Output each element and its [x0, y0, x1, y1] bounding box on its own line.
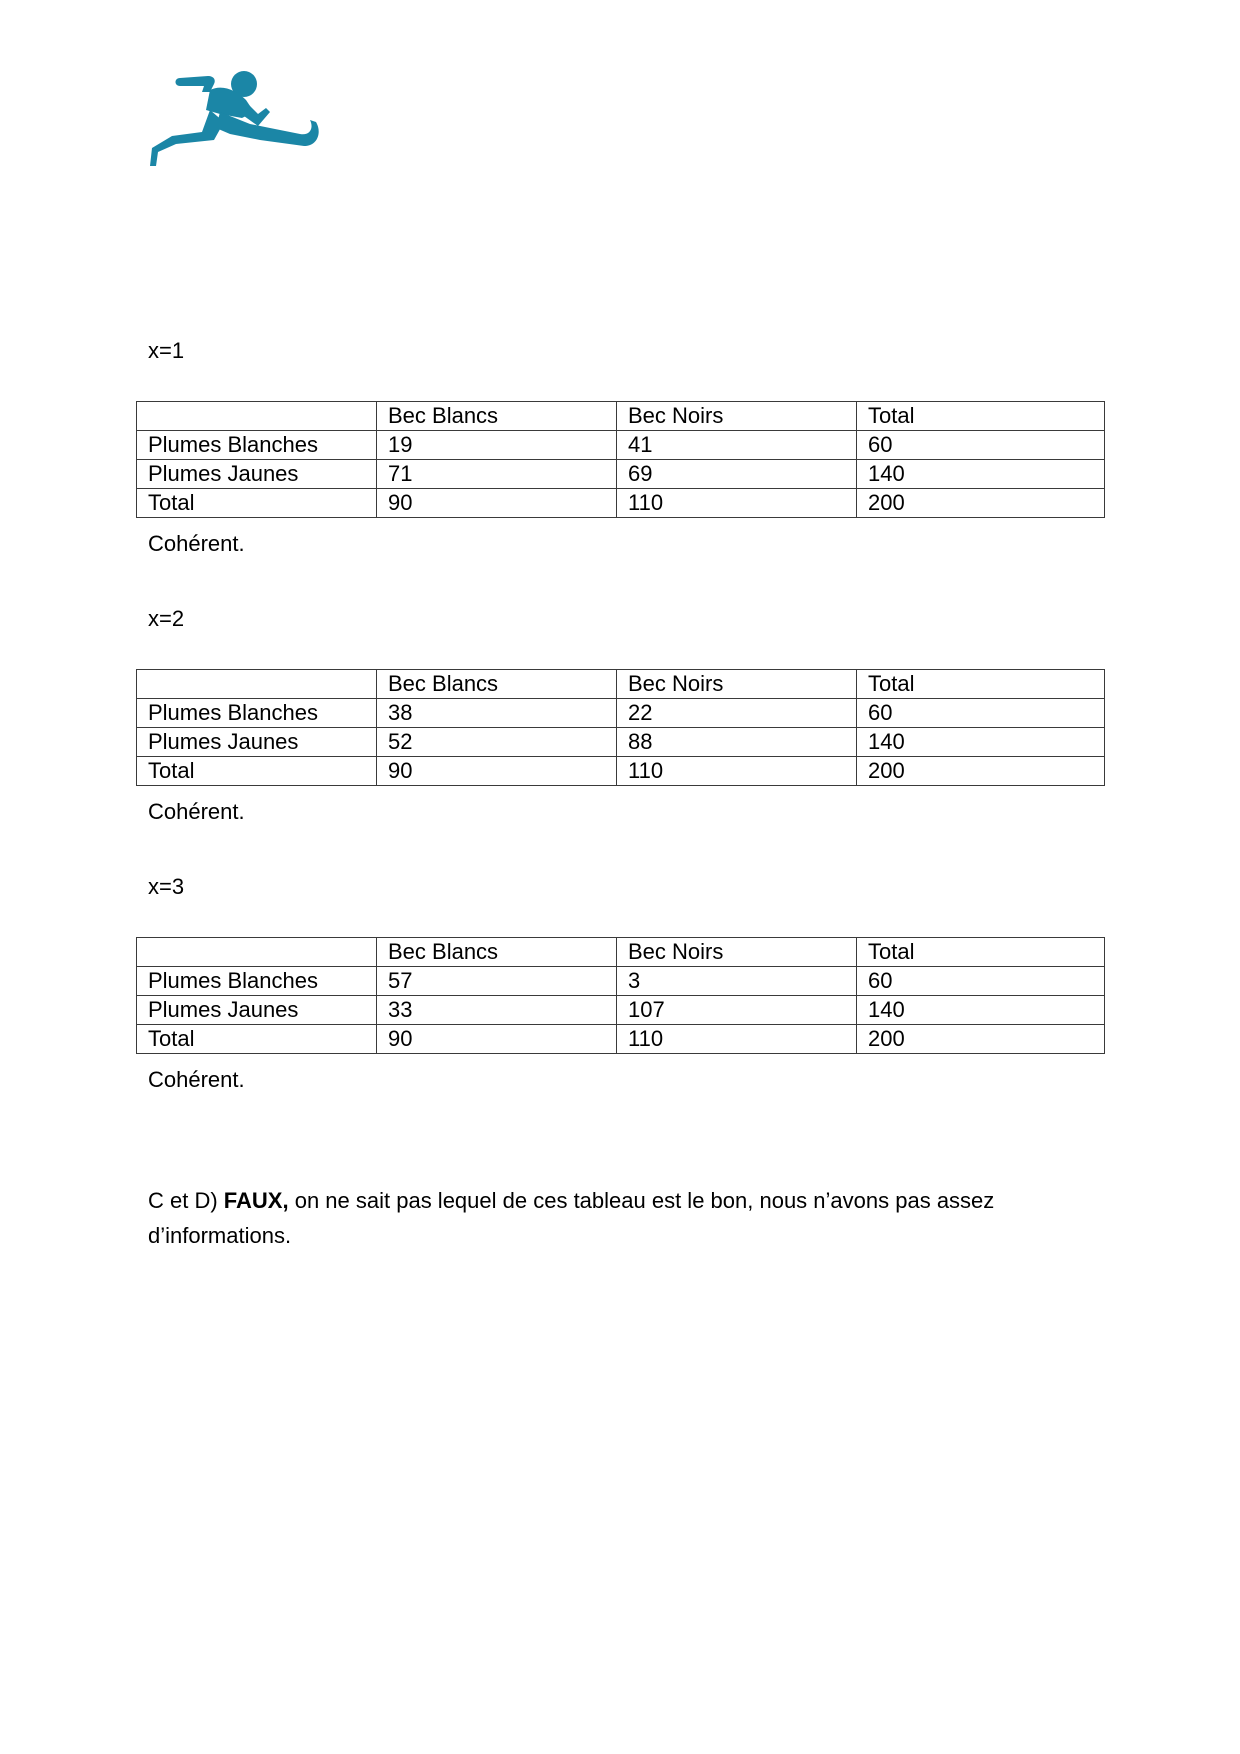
table-cell: 200 — [857, 489, 1105, 518]
row-label: Plumes Blanches — [137, 967, 377, 996]
contingency-table — [136, 937, 1105, 1054]
table-row — [137, 460, 1105, 489]
table-cell: 19 — [377, 431, 617, 460]
row-label: Plumes Blanches — [137, 699, 377, 728]
table-row — [137, 431, 1105, 460]
table-header-row — [137, 670, 1105, 699]
table-cell: 140 — [857, 460, 1105, 489]
table-header-row — [137, 402, 1105, 431]
header-cell: Total — [857, 938, 1105, 967]
table-row — [137, 1025, 1105, 1054]
row-label: Plumes Jaunes — [137, 996, 377, 1025]
table-row — [137, 757, 1105, 786]
header-cell: Bec Noirs — [617, 938, 857, 967]
verdict-text: Cohérent. — [148, 531, 245, 556]
table-cell: 60 — [857, 699, 1105, 728]
table-cell: 22 — [617, 699, 857, 728]
table-cell: 140 — [857, 996, 1105, 1025]
verdict-text: Cohérent. — [148, 1067, 245, 1092]
table-cell: 38 — [377, 699, 617, 728]
table-cell: 200 — [857, 757, 1105, 786]
header-cell — [137, 938, 377, 967]
table-cell: 69 — [617, 460, 857, 489]
header-cell: Bec Noirs — [617, 402, 857, 431]
header-cell: Bec Blancs — [377, 938, 617, 967]
header-cell: Bec Blancs — [377, 670, 617, 699]
table-cell: 33 — [377, 996, 617, 1025]
row-label: Plumes Jaunes — [137, 728, 377, 757]
table-row — [137, 996, 1105, 1025]
table-cell: 52 — [377, 728, 617, 757]
conclusion-prefix: C et D) — [148, 1188, 224, 1213]
table-row — [137, 967, 1105, 996]
section-label: x=2 — [148, 606, 185, 631]
section-label: x=3 — [148, 874, 185, 899]
verdict-text: Cohérent. — [148, 799, 245, 824]
row-label: Plumes Blanches — [137, 431, 377, 460]
table-cell: 110 — [617, 757, 857, 786]
table-cell: 3 — [617, 967, 857, 996]
contingency-table — [136, 401, 1105, 518]
section-label: x=1 — [148, 338, 185, 363]
logo-figure — [150, 71, 319, 166]
table-cell: 60 — [857, 431, 1105, 460]
contingency-table — [136, 669, 1105, 786]
table-cell: 41 — [617, 431, 857, 460]
header-cell: Bec Blancs — [377, 402, 617, 431]
table-row — [137, 699, 1105, 728]
table-cell: 71 — [377, 460, 617, 489]
table-cell: 140 — [857, 728, 1105, 757]
table-cell: 60 — [857, 967, 1105, 996]
table-cell: 107 — [617, 996, 857, 1025]
table-cell: 110 — [617, 1025, 857, 1054]
table-cell: 200 — [857, 1025, 1105, 1054]
table-cell: 57 — [377, 967, 617, 996]
header-cell: Bec Noirs — [617, 670, 857, 699]
table-cell: 90 — [377, 1025, 617, 1054]
row-label: Total — [137, 489, 377, 518]
table-cell: 90 — [377, 489, 617, 518]
hurdler-runner-icon — [150, 70, 320, 175]
header-cell — [137, 402, 377, 431]
table-row — [137, 489, 1105, 518]
table-cell: 88 — [617, 728, 857, 757]
header-cell: Total — [857, 402, 1105, 431]
table-cell: 110 — [617, 489, 857, 518]
conclusion-bold: FAUX, — [223, 1188, 289, 1213]
header-cell — [137, 670, 377, 699]
row-label: Plumes Jaunes — [137, 460, 377, 489]
header-cell: Total — [857, 670, 1105, 699]
row-label: Total — [137, 757, 377, 786]
table-header-row — [137, 938, 1105, 967]
table-row — [137, 728, 1105, 757]
row-label: Total — [137, 1025, 377, 1054]
conclusion-paragraph — [148, 1183, 1048, 1253]
conclusion-text: on ne sait pas lequel de ces tableau est le bon, nous n’avons pas assez d’informations. — [148, 1188, 995, 1248]
table-cell: 90 — [377, 757, 617, 786]
